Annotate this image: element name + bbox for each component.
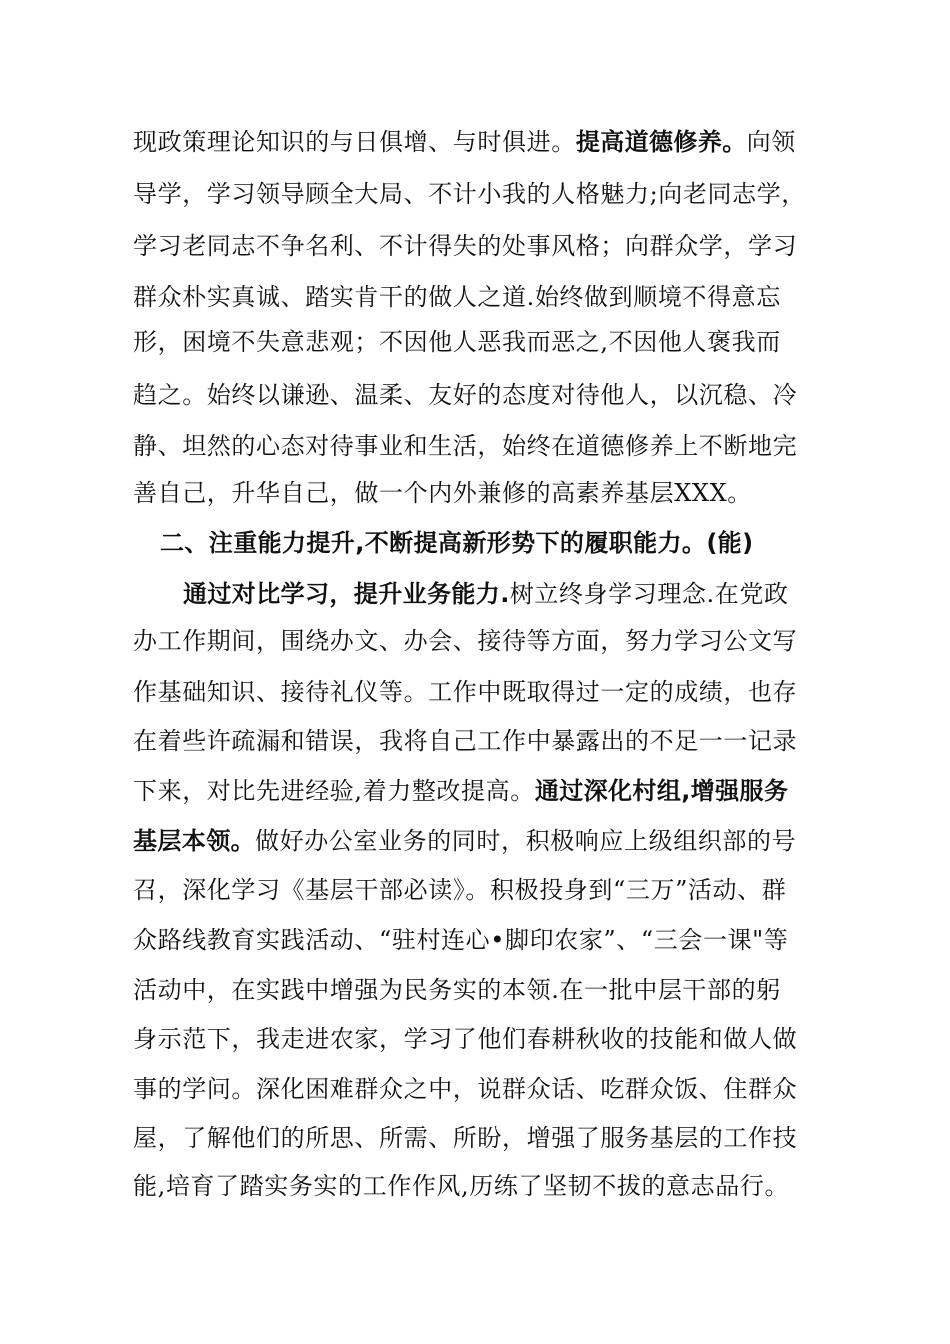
text-run: 事的学问。深化困难群众之中，说群众话、吃群众饭、住群众 — [133, 1075, 798, 1103]
text-line — [133, 380, 823, 410]
text-line — [133, 626, 823, 656]
text-run: 众路线教育实践活动、“驻村连心•脚印农家”、“三会一课"等 — [133, 926, 789, 954]
text-run: 导学，学习领导顾全大局、不计小我的人格魅力;向老同志学， — [133, 180, 806, 208]
text-line — [133, 127, 823, 157]
text-line — [133, 1171, 823, 1201]
text-run: 做好办公室业务的同时，积极响应上级组织部的号 — [255, 827, 797, 855]
text-run: 屋，了解他们的所思、所需、所盼，增强了服务基层的工作技 — [133, 1124, 798, 1152]
text-run: 作基础知识、接待礼仪等。工作中既取得过一定的成绩，也存 — [133, 678, 798, 706]
section-heading — [160, 528, 850, 558]
text-run: 静、坦然的心态对待事业和生活，始终在道德修养上不断地完 — [133, 432, 798, 460]
text-line — [133, 1123, 823, 1153]
bold-run: 基层本领。 — [133, 827, 255, 855]
text-line — [183, 579, 823, 609]
bold-run: 通过深化村组,增强服务 — [534, 777, 789, 805]
text-line — [133, 726, 823, 756]
text-run: 群众朴实真诚、踏实肯干的做人之道.始终做到顺境不得意忘 — [133, 283, 781, 311]
text-line — [133, 677, 823, 707]
text-run: 下来，对比先进经验,着力整改提高。 — [133, 777, 535, 805]
text-run: 在着些许疏漏和错误，我将自己工作中暴露出的不足一一记录 — [133, 727, 798, 755]
bold-run: 通过对比学习，提升业务能力. — [183, 580, 510, 608]
text-line — [133, 826, 823, 856]
text-line — [133, 179, 823, 209]
text-line — [133, 875, 823, 905]
text-line — [133, 1074, 823, 1104]
bold-run: 二、注重能力提升,不断提高新形势下的履职能力。(能) — [160, 529, 754, 557]
text-run: 趋之。始终以谦逊、温柔、友好的态度对待他人，以沉稳、冷 — [133, 381, 798, 409]
text-run: 形，困境不失意悲观；不因他人恶我而恶之,不因他人褒我而 — [133, 328, 781, 356]
text-line — [133, 231, 823, 261]
text-line — [133, 975, 823, 1005]
text-line — [133, 282, 823, 312]
text-run: 善自己，升华自己，做一个内外兼修的高素养基层XXX。 — [133, 479, 752, 507]
text-line — [133, 925, 823, 955]
text-run: 向领 — [746, 128, 796, 156]
text-line — [133, 431, 823, 461]
text-run: 办工作期间，围绕办文、办会、接待等方面，努力学习公文写 — [133, 627, 798, 655]
text-run: 现政策理论知识的与日俱增、与时俱进。 — [133, 128, 576, 156]
text-line — [133, 776, 823, 806]
text-run: 能,培育了踏实务实的工作作风,历练了坚韧不拔的意志品行。 — [133, 1172, 790, 1200]
text-run: 召，深化学习《基层干部必读》。积极投身到“三万”活动、群 — [133, 876, 787, 904]
text-run: 学习老同志不争名利、不计得失的处事风格；向群众学，学习 — [133, 232, 798, 260]
text-run: 树立终身学习理念.在党政 — [509, 580, 789, 608]
text-run: 身示范下，我走进农家，学习了他们春耕秋收的技能和做人做 — [133, 1025, 798, 1053]
text-line — [133, 327, 823, 357]
bold-run: 提高道德修养。 — [575, 128, 747, 156]
text-line — [133, 1024, 823, 1054]
text-run: 活动中，在实践中增强为民务实的本领.在一批中层干部的躬 — [133, 976, 781, 1004]
text-line — [133, 478, 823, 508]
